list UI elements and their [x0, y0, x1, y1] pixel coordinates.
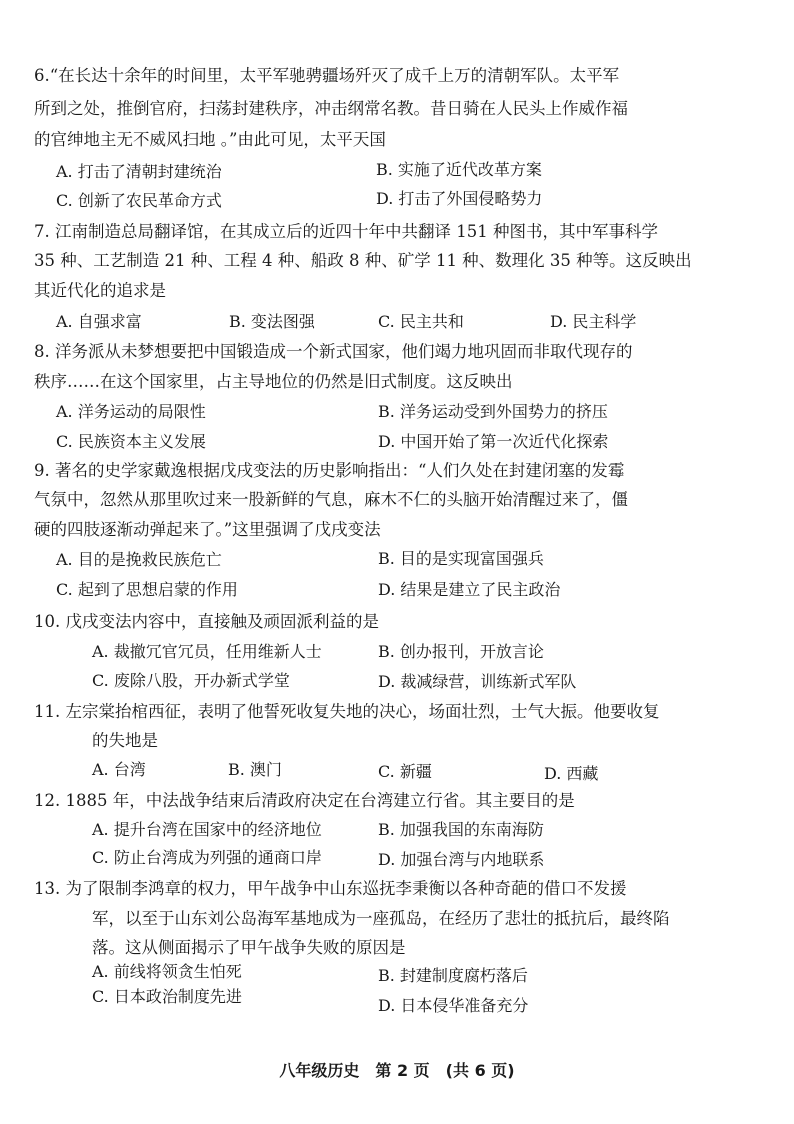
- question-10-option-a: A. 裁撤冗官冗员，任用维新人士: [92, 642, 322, 661]
- question-6-stem-line-3: 的官绅地主无不威风扫地 。”由此可见，太平天国: [34, 130, 386, 149]
- question-11-option-c: C. 新疆: [378, 762, 432, 781]
- page-footer: 八年级历史 第 2 页 (共 6 页): [279, 1061, 515, 1080]
- question-9-option-b: B. 目的是实现富国强兵: [378, 549, 544, 568]
- question-10-stem-line-1: 10. 戊戌变法内容中，直接触及顽固派利益的是: [34, 612, 379, 631]
- question-7-stem-line-3: 其近代化的追求是: [34, 281, 166, 300]
- question-12-option-a: A. 提升台湾在国家中的经济地位: [92, 820, 322, 839]
- question-12-stem-line-1: 12. 1885 年，中法战争结束后清政府决定在台湾建立行省。其主要目的是: [34, 791, 575, 810]
- question-7-option-b: B. 变法图强: [229, 312, 315, 331]
- question-8-stem-line-2: 秩序……在这个国家里，占主导地位的仍然是旧式制度。这反映出: [34, 372, 513, 391]
- question-8-option-b: B. 洋务运动受到外国势力的挤压: [378, 402, 608, 421]
- question-13-stem-line-1: 13. 为了限制李鸿章的权力，甲午战争中山东巡抚李秉衡以各种奇葩的借口不发援: [34, 879, 627, 898]
- question-12-option-c: C. 防止台湾成为列强的通商口岸: [92, 848, 322, 867]
- question-9-option-a: A. 目的是挽救民族危亡: [56, 550, 222, 569]
- question-9-stem-line-1: 9. 著名的史学家戴逸根据戊戌变法的历史影响指出：“人们久处在封建闭塞的发霉: [34, 461, 625, 480]
- question-7-option-c: C. 民主共和: [378, 312, 464, 331]
- question-11-stem-line-2: 的失地是: [92, 731, 158, 750]
- question-9-stem-line-2: 气氛中，忽然从那里吹过来一股新鲜的气息，麻木不仁的头脑开始清醒过来了，僵: [34, 490, 628, 509]
- question-6-option-a: A. 打击了清朝封建统治: [56, 162, 222, 181]
- question-10-option-c: C. 废除八股，开办新式学堂: [92, 671, 290, 690]
- question-12-option-b: B. 加强我国的东南海防: [378, 820, 544, 839]
- question-7-option-d: D. 民主科学: [550, 312, 637, 331]
- question-13-option-d: D. 日本侵华准备充分: [378, 996, 529, 1015]
- question-13-option-c: C. 日本政治制度先进: [92, 987, 242, 1006]
- question-10-option-b: B. 创办报刊，开放言论: [378, 642, 544, 661]
- question-13-option-b: B. 封建制度腐朽落后: [378, 966, 528, 985]
- question-8-option-c: C. 民族资本主义发展: [56, 432, 206, 451]
- question-9-option-d: D. 结果是建立了民主政治: [378, 580, 561, 599]
- question-8-stem-line-1: 8. 洋务派从未梦想要把中国锻造成一个新式国家，他们竭力地巩固而非取代现存的: [34, 342, 633, 361]
- question-6-option-c: C. 创新了农民革命方式: [56, 191, 222, 210]
- question-11-option-b: B. 澳门: [228, 760, 282, 779]
- question-11-option-d: D. 西藏: [544, 764, 599, 783]
- question-7-stem-line-2: 35 种、工艺制造 21 种、工程 4 种、船政 8 种、矿学 11 种、数理化 35 种等。这反映出: [34, 251, 692, 270]
- question-8-option-a: A. 洋务运动的局限性: [56, 402, 206, 421]
- question-9-option-c: C. 起到了思想启蒙的作用: [56, 580, 238, 599]
- question-6-stem-line-2: 所到之处，推倒官府，扫荡封建秩序，冲击纲常名教。昔日骑在人民头上作威作福: [34, 99, 628, 118]
- question-12-option-d: D. 加强台湾与内地联系: [378, 850, 545, 869]
- question-7-option-a: A. 自强求富: [56, 312, 142, 331]
- question-8-option-d: D. 中国开始了第一次近代化探索: [378, 432, 609, 451]
- question-13-option-a: A. 前线将领贪生怕死: [92, 962, 242, 981]
- question-6-stem-line-1: 6.“在长达十余年的时间里，太平军驰骋疆场歼灭了成千上万的清朝军队。太平军: [34, 66, 620, 85]
- question-6-option-b: B. 实施了近代改革方案: [376, 160, 542, 179]
- question-6-option-d: D. 打击了外国侵略势力: [376, 189, 543, 208]
- question-9-stem-line-3: 硬的四肢逐渐动弹起来了。”这里强调了戊戌变法: [34, 520, 381, 539]
- question-11-option-a: A. 台湾: [92, 760, 146, 779]
- question-13-stem-line-2: 军，以至于山东刘公岛海军基地成为一座孤岛，在经历了悲壮的抵抗后，最终陷: [92, 909, 670, 928]
- question-13-stem-line-3: 落。这从侧面揭示了甲午战争失败的原因是: [92, 938, 406, 957]
- question-11-stem-line-1: 11. 左宗棠抬棺西征，表明了他誓死收复失地的决心，场面壮烈，士气大振。他要收复: [34, 702, 660, 721]
- question-7-stem-line-1: 7. 江南制造总局翻译馆，在其成立后的近四十年中共翻译 151 种图书，其中军事科学: [34, 222, 658, 241]
- question-10-option-d: D. 裁减绿营，训练新式军队: [378, 672, 577, 691]
